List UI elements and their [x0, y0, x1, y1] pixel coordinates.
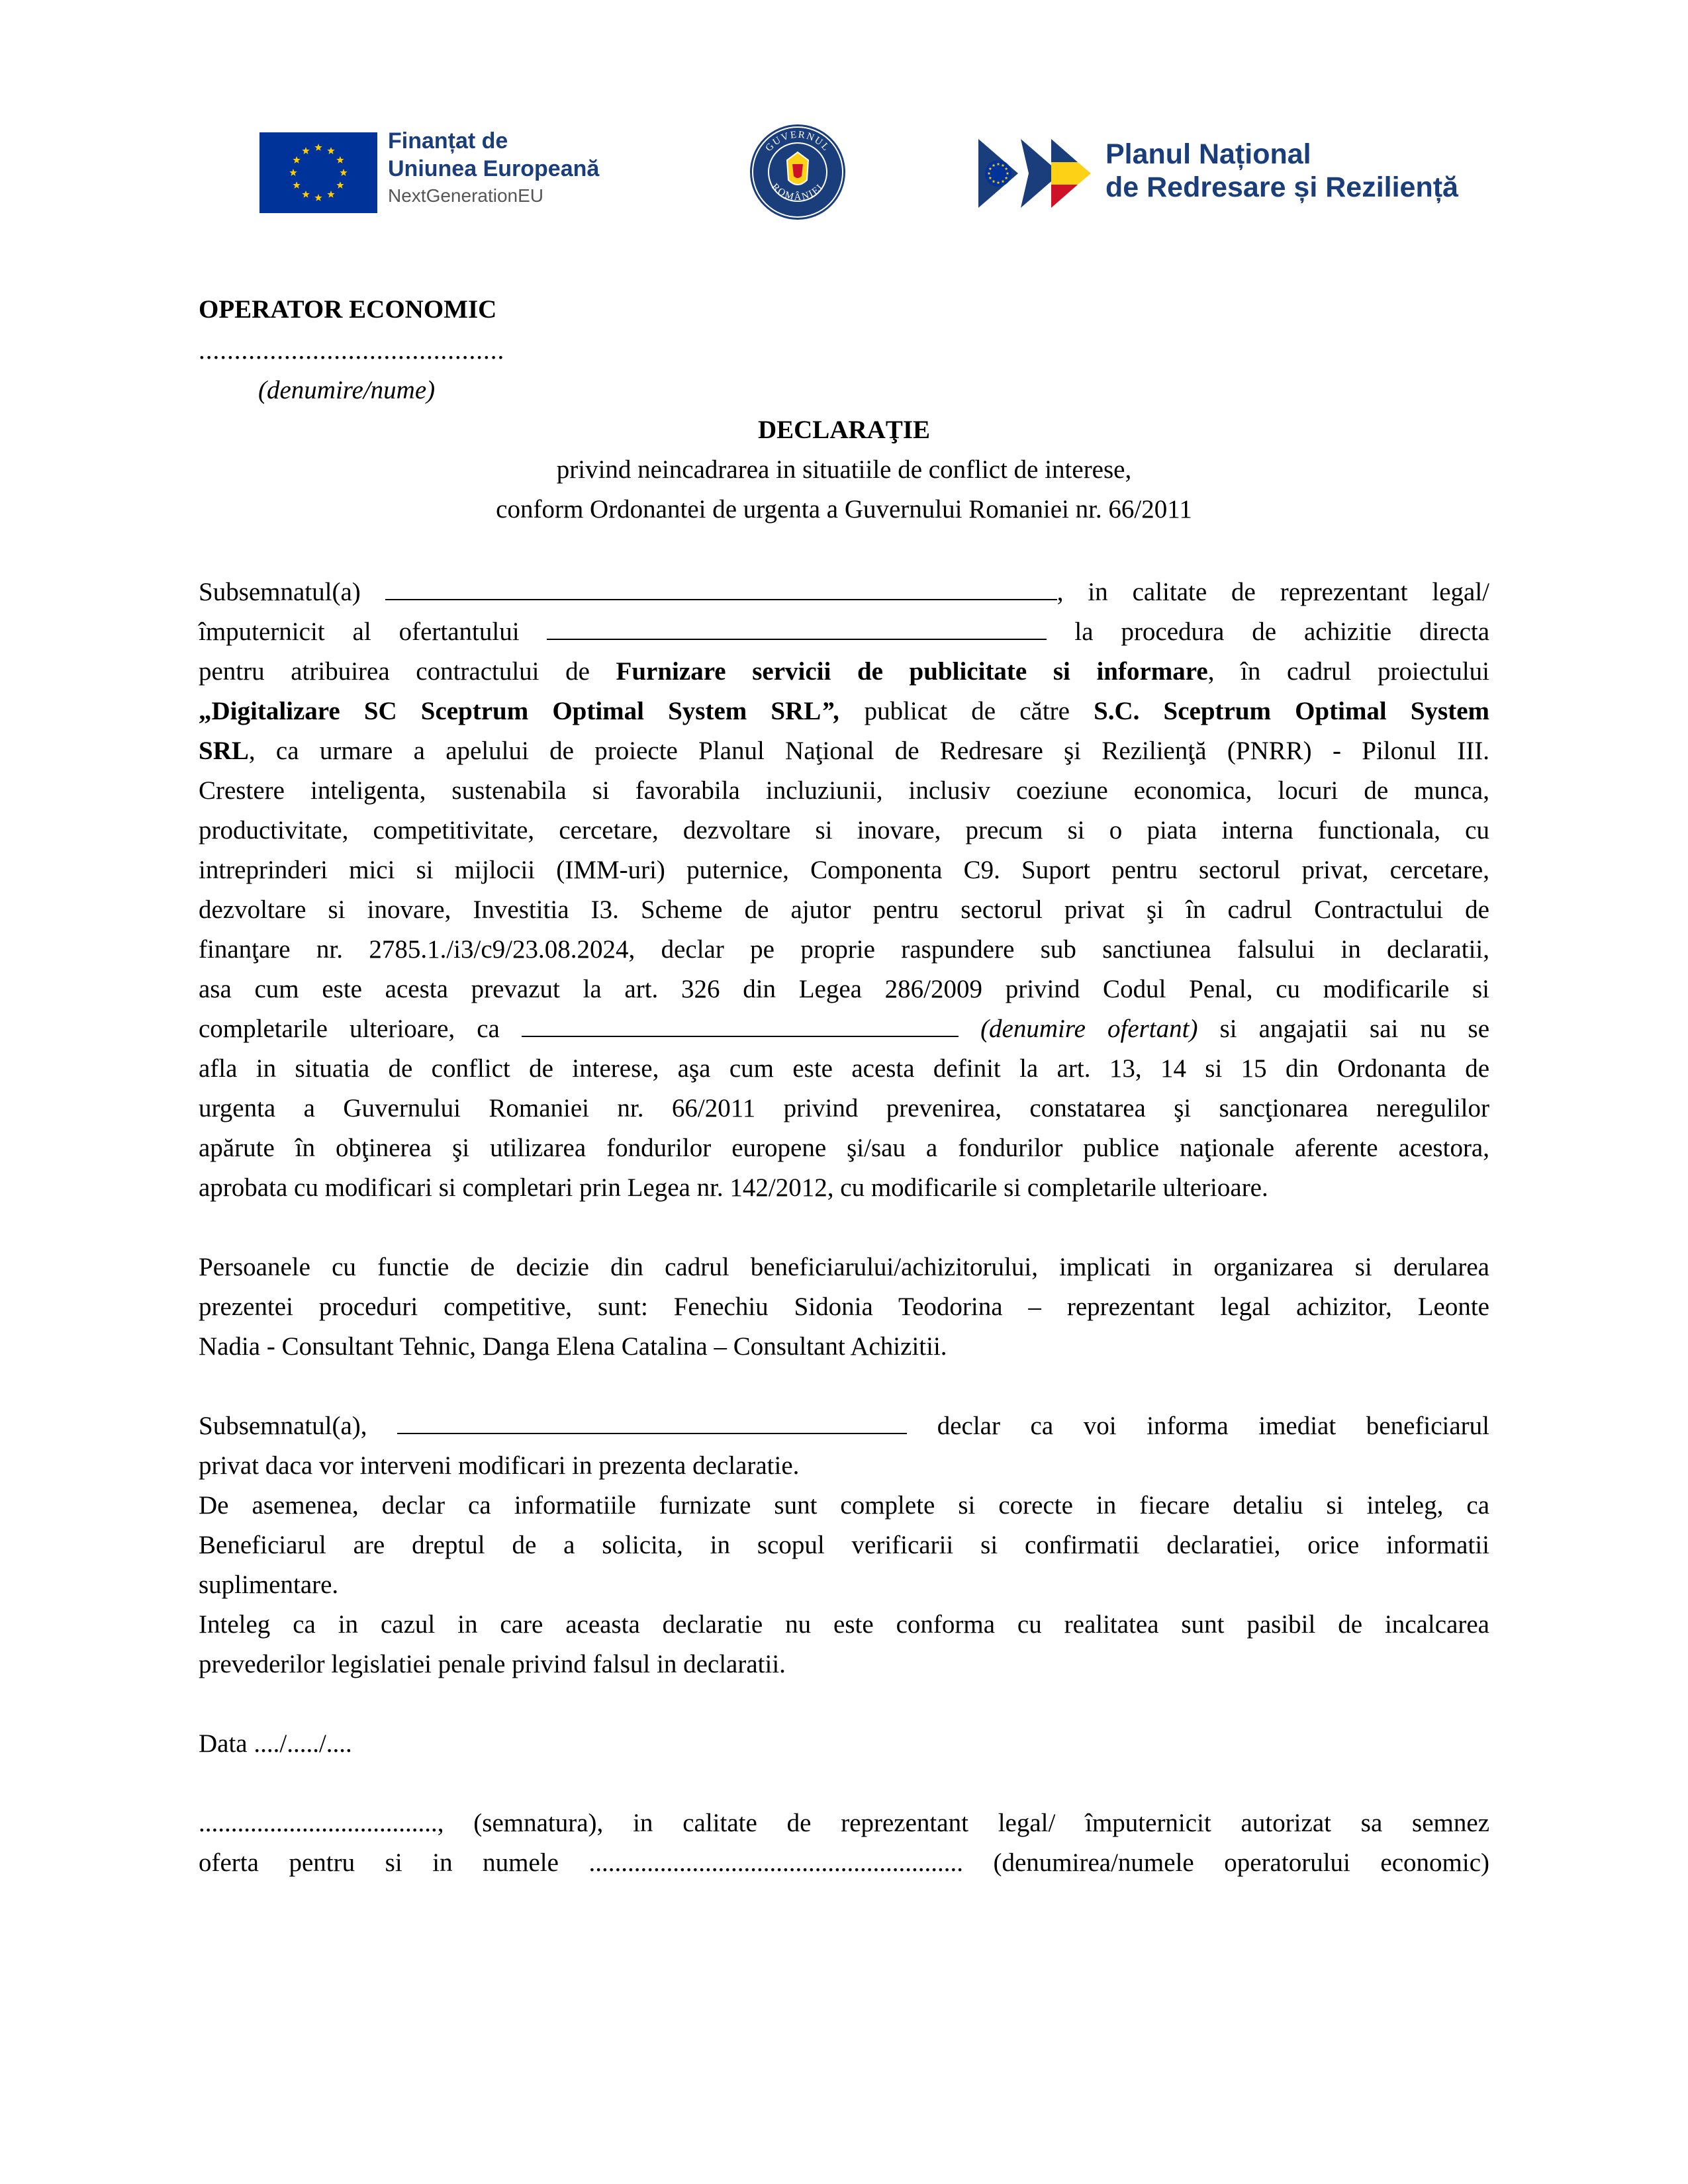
representative-name-blank[interactable] — [385, 575, 1057, 600]
p1-line-12: completarile ulterioare, ca (denumire ofertant) si angajatii sai nu se — [199, 1009, 1489, 1049]
bidder-denomination-blank[interactable] — [522, 1012, 959, 1037]
p1-line-9: dezvoltare si inovare, Investitia I3. Scheme de ajutor pentru sectorul privat şi în cadrul Contractului de — [199, 895, 1489, 924]
romanian-government-seal — [749, 123, 847, 221]
declaration-title: DECLARAŢIE — [757, 416, 931, 444]
p3-line-1: Subsemnatul(a), declar ca voi informa imediat beneficiarul — [199, 1406, 1489, 1446]
seal-top-text: GUVERNUL — [763, 129, 832, 154]
p1-line-15: apărute în obţinerea şi utilizarea fondurilor europene şi/sau a fondurilor publice naţionale aferente acestora, — [199, 1134, 1489, 1162]
p1-line-14: urgenta a Guvernului Romaniei nr. 66/2011 privind prevenirea, constatarea şi sancţionarea neregulilor — [199, 1094, 1489, 1122]
p1-line-7: productivitate, competitivitate, cercetare, dezvoltare si inovare, precum si o piata interna functionala, cu — [199, 816, 1489, 844]
p1-line-5: SRL, ca urmare a apelului de proiecte Planul Naţional de Redresare şi Rezilienţă (PNRR) - Pilonul III. — [199, 737, 1489, 765]
bidder-name-blank[interactable] — [547, 615, 1047, 640]
operator-name-dots: ........................................... — [199, 336, 505, 365]
p3-line-7: prevederilor legislatiei penale privind falsul in declaratii. — [199, 1650, 786, 1678]
undersigned-name-blank[interactable] — [397, 1409, 907, 1434]
signature-line-1[interactable]: ....................................., (semnatura), in calitate de reprezentant legal/ împuternicit autorizat sa semnez — [199, 1809, 1489, 1837]
p2-line-1: Persoanele cu functie de decizie din cadrul beneficiarului/achizitorului, implicati in organizarea si derularea — [199, 1253, 1489, 1281]
eu-label-line2: Uniunea Europeană — [388, 156, 600, 181]
seal-bottom-text: ROMÂNIEI — [769, 181, 826, 203]
p1-line-13: afla in situatia de conflict de interese, aşa cum este acesta definit la art. 13, 14 si 15 din Ordonanta de — [199, 1054, 1489, 1083]
pnrr-logo-mark — [978, 139, 1104, 208]
p3-line-3: De asemenea, declar ca informatiile furnizate sunt complete si corecte in fiecare detaliu si inteleg, ca — [199, 1491, 1489, 1520]
p1-line-6: Crestere inteligenta, sustenabila si favorabila incluziunii, inclusiv coeziune economica, locuri de munca, — [199, 776, 1489, 805]
p1-line-11: asa cum este acesta prevazut la art. 326 din Legea 286/2009 privind Codul Penal, cu modificarile si — [199, 975, 1489, 1003]
declaration-subtitle-1: privind neincadrarea in situatiile de conflict de interese, — [556, 455, 1132, 484]
declaration-subtitle-2: conform Ordonantei de urgenta a Guvernului Romaniei nr. 66/2011 — [496, 495, 1192, 523]
operator-name-hint: (denumire/nume) — [258, 376, 436, 404]
p1-line-3: pentru atribuirea contractului de Furnizare servicii de publicitate si informare, în cadrul proiectului — [199, 657, 1489, 686]
p1-line-4: „Digitalizare SC Sceptrum Optimal System SRL”, publicat de către S.C. Sceptrum Optimal System — [199, 697, 1490, 725]
pnrr-label — [1105, 138, 1516, 204]
p1-line-2: împuternicit al ofertantului la procedura de achizitie directa — [199, 612, 1489, 652]
p3-line-2: privat daca vor interveni modificari in prezenta declaratie. — [199, 1451, 800, 1480]
p1-line-10: finanţare nr. 2785.1./i3/c9/23.08.2024, declar pe proprie raspundere sub sanctiunea falsului in declaratii, — [199, 935, 1489, 964]
signature-line-2[interactable]: oferta pentru si in numele .......................................................... (denumirea/numele operatorului economic) — [199, 1848, 1489, 1877]
p2-line-3: Nadia - Consultant Tehnic, Danga Elena Catalina – Consultant Achizitii. — [199, 1332, 947, 1361]
date-line[interactable]: Data ..../...../.... — [199, 1729, 352, 1758]
p1-line-1: Subsemnatul(a) , in calitate de reprezentant legal/ — [199, 572, 1489, 612]
eu-label-line3: NextGenerationEU — [388, 185, 544, 206]
p3-line-4: Beneficiarul are dreptul de a solicita, in scopul verificarii si confirmatii declaratiei, orice informatii — [199, 1531, 1489, 1559]
eu-funding-label — [388, 127, 626, 209]
p1-line-8: intreprinderi mici si mijlocii (IMM-uri) puternice, Componenta C9. Suport pentru sectorul privat, cercetare, — [199, 856, 1489, 884]
eu-flag-logo — [259, 132, 377, 213]
pnrr-label-line2: de Redresare și Reziliență — [1105, 171, 1458, 203]
operator-heading: OPERATOR ECONOMIC — [199, 295, 497, 324]
eu-label-line1: Finanțat de — [388, 128, 508, 154]
p3-line-6: Inteleg ca in cazul in care aceasta declaratie nu este conforma cu realitatea sunt pasibil de incalcarea — [199, 1610, 1489, 1639]
p2-line-2: prezentei proceduri competitive, sunt: Fenechiu Sidonia Teodorina – reprezentant legal achizitor, Leonte — [199, 1293, 1489, 1321]
p1-line-16: aprobata cu modificari si completari prin Legea nr. 142/2012, cu modificarile si completarile ulterioare. — [199, 1173, 1268, 1202]
p3-line-5: suplimentare. — [199, 1570, 339, 1599]
pnrr-label-line1: Planul Național — [1105, 138, 1311, 170]
